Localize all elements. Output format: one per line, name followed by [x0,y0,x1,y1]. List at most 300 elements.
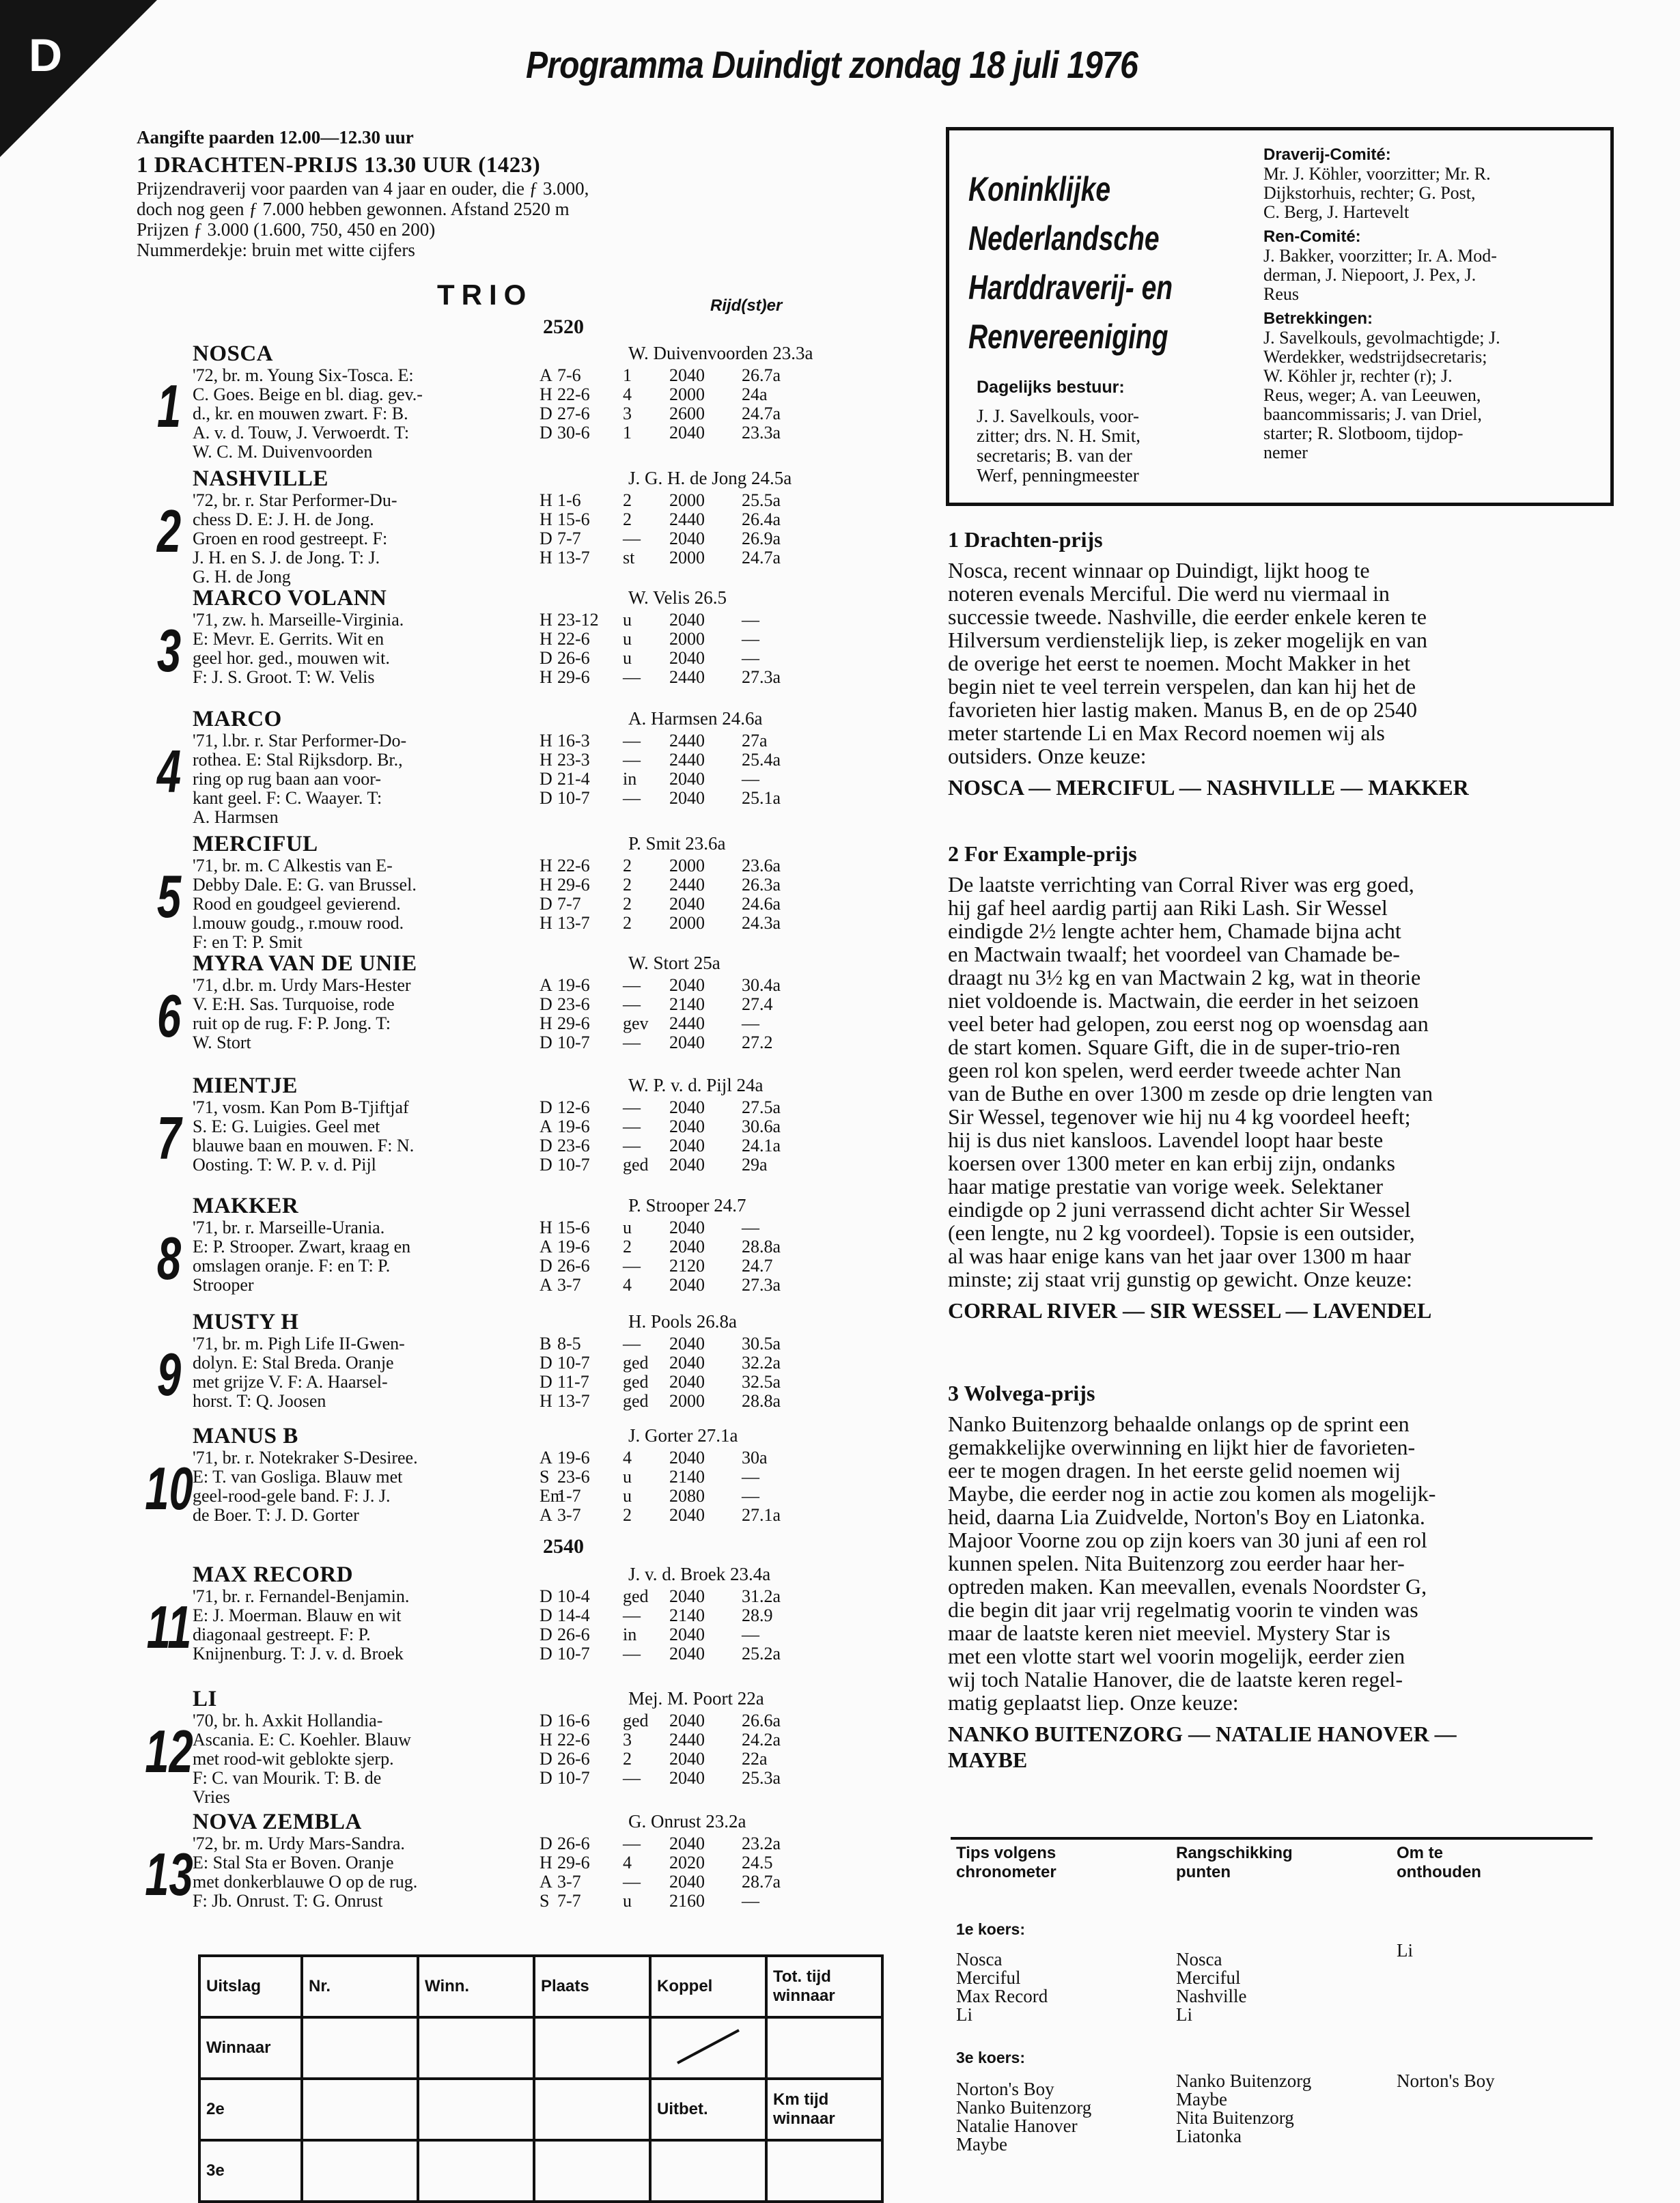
perf-row [540,1644,847,1664]
desc-line: '71, l.br. r. Star Performer-Do- [193,731,407,750]
tips-entry: Merciful [1176,1967,1241,1988]
result-table [198,1954,884,2203]
perf-cell: 25.3a [742,1768,781,1788]
perf-cell: 30.4a [742,975,781,995]
perf-cell: 2040 [669,1155,705,1175]
horse-name: MIENTJE [193,1074,298,1098]
result-cell[interactable] [418,2017,534,2079]
perf-cell: ged [623,1372,649,1392]
perf-cell: 2040 [669,1117,705,1136]
perf-cell: H [540,509,552,529]
perf-cell: 26.3a [742,875,781,895]
horse-performances [540,1218,847,1295]
perf-cell: — [623,1834,641,1853]
perf-cell: 2040 [669,648,705,668]
perf-cell: D [540,1711,552,1730]
pick-line: MAYBE [948,1748,1028,1772]
perf-cell: D [540,1749,552,1769]
perf-cell: 2080 [669,1486,705,1506]
preview-line: Hilversum verdienstelijk liep, is zeker mogelijk en van [948,628,1428,652]
result-cell[interactable] [302,2079,418,2140]
perf-cell: ged [623,1353,649,1373]
tips-col [1176,2072,1311,2146]
row-2e-label: 2e [199,2079,302,2140]
tips-head-rangschikking [1176,1844,1293,1882]
preview-line: matig geplaatst liep. Onze keuze: [948,1690,1239,1715]
perf-cell: 10-7 [557,1155,590,1175]
perf-cell: 2000 [669,548,705,567]
perf-cell: 10-7 [557,1353,590,1373]
perf-row [540,1334,847,1353]
perf-cell: — [742,1013,759,1033]
desc-line: geel-rood-gele band. F: J. J. [193,1486,391,1506]
desc-line: Groen en rood gestreept. F: [193,529,388,548]
desc-line: l.mouw goudg., r.mouw rood. [193,913,404,933]
tips-col [1176,1950,1246,2024]
perf-cell: H [540,913,552,933]
perf-row [540,1136,847,1155]
horse-description [193,1218,534,1295]
perf-cell: H [540,1013,552,1033]
trio-label: TRIO [437,279,533,311]
horse-number: 12 [145,1717,193,1785]
perf-cell: 22-6 [557,1730,590,1750]
horse-performances [540,856,847,933]
horse-name: LI [193,1687,217,1711]
perf-cell: 28.7a [742,1872,781,1892]
preview-line: Nosca, recent winnaar op Duindigt, lijkt hoog te [948,558,1370,583]
perf-row [540,895,847,914]
horse-entry [137,1562,847,1692]
club-name-line: Koninklijke [968,170,1111,208]
perf-cell: 2440 [669,875,705,895]
horse-rider: Mej. M. Poort 22a [628,1688,764,1709]
perf-cell: 2000 [669,629,705,649]
perf-cell: H [540,875,552,895]
draverij-line: Dijkstorhuis, rechter; G. Post, [1263,183,1476,203]
perf-cell: — [623,1334,641,1353]
perf-cell: 2040 [669,1334,705,1353]
perf-cell: 1 [623,365,632,385]
preview-line: eindigde 2½ lengte achter hem, Chamade bijna acht [948,918,1401,943]
perf-row [540,976,847,995]
perf-cell: D [540,1834,552,1853]
desc-line: Debby Dale. E: G. van Brussel. [193,875,417,895]
horse-number: 7 [156,1104,182,1172]
preview-line: hij is dus niet kansloos. Lavendel loopt haar beste [948,1127,1384,1152]
perf-cell: 23.2a [742,1834,781,1853]
koppel-slash-cell[interactable] [650,2017,766,2079]
perf-cell: 29-6 [557,1013,590,1033]
horse-description [193,491,534,587]
horse-name: MYRA VAN DE UNIE [193,951,417,976]
perf-cell: 2140 [669,1605,705,1625]
perf-cell: 26-6 [557,1834,590,1853]
horse-name: MARCO VOLANN [193,586,387,611]
horse-performances [540,976,847,1052]
perf-cell: 13-7 [557,913,590,933]
horse-number: 13 [145,1840,193,1908]
result-header: Uitslag [199,1956,302,2017]
horse-rider: W. Velis 26.5 [628,587,727,608]
horse-number: 5 [156,862,182,930]
result-cell[interactable] [418,2079,534,2140]
horse-rider: W. P. v. d. Pijl 24a [628,1075,764,1095]
result-header: Winn. [418,1956,534,2017]
perf-cell: 2040 [669,1448,705,1468]
perf-cell: D [540,1155,552,1175]
perf-cell: A [540,975,552,995]
perf-row [540,1625,847,1644]
perf-row [540,1353,847,1373]
horse-name: MANUS B [193,1424,298,1448]
desc-line: F: en T: P. Smit [193,932,303,952]
horse-description [193,611,534,687]
ren-line: Reus [1263,284,1299,304]
horse-description [193,366,534,462]
preview-pick [948,1721,1590,1773]
perf-cell: 32.5a [742,1372,781,1392]
perf-row [540,1155,847,1175]
perf-cell: 2 [623,856,632,875]
perf-cell: 29-6 [557,875,590,895]
perf-cell: D [540,1605,552,1625]
preview-line: hij gaf heel aardig partij aan Riki Lash. Sir Wessel [948,895,1388,920]
perf-cell: 2040 [669,610,705,630]
perf-cell: 2040 [669,1237,705,1257]
horse-entry [137,951,847,1081]
horse-description [193,856,534,952]
perf-cell: — [623,788,641,808]
perf-cell: 2040 [669,423,705,443]
daily-board-title: Dagelijks bestuur: [977,378,1125,397]
tips-entry: Maybe [956,2134,1007,2155]
perf-row [540,1892,847,1911]
perf-cell: u [623,1218,632,1237]
tips-head-line: punten [1176,1863,1231,1881]
perf-cell: 27a [742,731,768,750]
perf-cell: 2040 [669,1033,705,1052]
perf-cell: — [623,1768,641,1788]
desc-line: omslagen oranje. F: en T: P. [193,1256,391,1276]
perf-cell: 32.2a [742,1353,781,1373]
perf-cell: 1 [623,423,632,443]
tips-head-line: chronometer [956,1863,1056,1881]
betrek-line: Werdekker, wedstrijdsecretaris; [1263,347,1487,367]
perf-cell: 13-7 [557,548,590,567]
perf-cell: 2 [623,894,632,914]
draverij-title: Draverij-Comité: [1263,145,1391,164]
desc-line: diagonaal gestreept. F: P. [193,1625,371,1644]
perf-cell: 16-3 [557,731,590,750]
perf-cell: 27-6 [557,404,590,423]
perf-row [540,1276,847,1295]
perf-cell: H [540,1730,552,1750]
tips-divider [951,1837,1593,1840]
preview-line: kunnen spelen. Nita Buitenzorg zou eerder haar her- [948,1551,1405,1575]
desc-line: W. Stort [193,1033,251,1052]
desc-line: Strooper [193,1275,254,1295]
result-cell[interactable] [766,2017,882,2079]
preview-text [948,1412,1590,1714]
betrek-line: W. Köhler jr, rechter (r); J. [1263,366,1453,386]
horse-performances [540,1587,847,1664]
perf-cell: 29a [742,1155,768,1175]
desc-line: met donkerblauwe O op de rug. [193,1872,418,1892]
pick-line: NANKO BUITENZORG — NATALIE HANOVER — [948,1722,1457,1746]
horse-rider: A. Harmsen 24.6a [628,708,763,729]
perf-cell: — [623,1872,641,1892]
perf-cell: 2040 [669,1275,705,1295]
perf-row [540,1769,847,1788]
desc-line: Knijnenburg. T: J. v. d. Broek [193,1644,404,1664]
horse-rider: J. Gorter 27.1a [628,1425,738,1446]
horse-entry [137,832,847,962]
horse-description [193,1098,534,1175]
perf-cell: 27.5a [742,1097,781,1117]
perf-row [540,366,847,385]
preview-line: Nanko Buitenzorg behaalde onlangs op de sprint een [948,1412,1410,1436]
perf-cell: — [623,750,641,770]
ren-line: derman, J. Niepoort, J. Pex, J. [1263,265,1476,285]
perf-cell: 19-6 [557,1117,590,1136]
horse-number: 3 [156,617,182,684]
horse-number: 11 [146,1593,192,1661]
perf-cell: 2000 [669,913,705,933]
perf-cell: — [623,975,641,995]
perf-cell: 2040 [669,1372,705,1392]
perf-cell: 2040 [669,1768,705,1788]
result-cell[interactable] [418,2140,534,2202]
desc-line: rothea. E: Stal Rijksdorp. Br., [193,750,403,770]
perf-cell: 4 [623,1275,632,1295]
perf-cell: ged [623,1155,649,1175]
perf-cell: 24a [742,384,768,404]
club-info-box [946,127,1614,506]
horse-performances [540,366,847,443]
desc-line: E: P. Strooper. Zwart, kraag en [193,1237,411,1257]
perf-row [540,875,847,895]
row-winnaar-label: Winnaar [199,2017,302,2079]
perf-row [540,995,847,1014]
result-cell[interactable] [534,2017,650,2079]
ren-line: J. Bakker, voorzitter; Ir. A. Mod- [1263,246,1497,266]
perf-cell: A [540,1117,552,1136]
perf-cell: 24.2a [742,1730,781,1750]
perf-cell: 2600 [669,404,705,423]
tips-entry: Maybe [1176,2089,1227,2109]
perf-cell: D [540,1136,552,1155]
desc-line: met grijze V. F: A. Haarsel- [193,1372,388,1392]
perf-cell: A [540,1872,552,1892]
desc-line: '71, vosm. Kan Pom B-Tjiftjaf [193,1097,409,1117]
result-cell[interactable] [302,2140,418,2202]
perf-row [540,1487,847,1506]
horse-number: 4 [156,738,182,805]
slash-mark [657,2022,759,2070]
perf-cell: H [540,610,552,630]
perf-cell: u [623,648,632,668]
perf-cell: 3-7 [557,1872,581,1892]
perf-cell: 14-4 [557,1605,590,1625]
perf-cell: — [742,1891,759,1911]
preview-line: begin niet te veel terrein verspelen, dan kan hij het de [948,674,1416,699]
perf-cell: 2040 [669,1136,705,1155]
perf-cell: D [540,894,552,914]
ren-title: Ren-Comité: [1263,227,1361,246]
perf-cell: A [540,1448,552,1468]
horse-entry [137,1810,847,1939]
perf-cell: 2040 [669,1711,705,1730]
perf-cell: 26-6 [557,648,590,668]
perf-cell: 23.6a [742,856,781,875]
horse-entry [137,341,847,471]
perf-row [540,1468,847,1487]
perf-cell: 2440 [669,1730,705,1750]
preview-title: 3 Wolvega-prijs [948,1381,1095,1405]
distance-2540: 2540 [543,1535,584,1558]
perf-cell: — [623,731,641,750]
preview-line: al was haar enige kans van het jaar over 1300 m haar [948,1244,1411,1268]
desc-line: ruit op de rug. F: P. Jong. T: [193,1013,391,1033]
page-title: Programma Duindigt zondag 18 juli 1976 [526,43,1138,86]
perf-cell: 2040 [669,1749,705,1769]
desc-line: ring op rug baan aan voor- [193,769,381,789]
desc-line: E: Stal Sta er Boven. Oranje [193,1853,394,1872]
horse-entry [137,586,847,716]
result-cell[interactable] [650,2140,766,2202]
perf-cell: A [540,1505,552,1525]
perf-cell: 3 [623,1730,632,1750]
perf-row [540,423,847,443]
betrek-line: J. Savelkouls, gevolmachtigde; J. [1263,328,1500,348]
perf-cell: 13-7 [557,1391,590,1411]
tips-col [1397,2072,1495,2090]
tips-head-line: Om te [1397,1844,1444,1862]
perf-cell: 23-12 [557,610,599,630]
preview-line: Sir Wessel, tegenover wie hij nu 4 kg voordeel heeft; [948,1104,1411,1129]
perf-row [540,649,847,668]
perf-cell: 2040 [669,1505,705,1525]
preview-race-2 [948,840,1590,1323]
desc-line: de Boer. T: J. D. Gorter [193,1505,359,1525]
perf-cell: 2040 [669,1218,705,1237]
horse-entry [137,1310,847,1440]
desc-line: Rood en goudgeel gevierend. [193,894,401,914]
tips-head-onthouden [1397,1844,1481,1882]
perf-cell: 23-3 [557,750,590,770]
desc-line: E: T. van Gosliga. Blauw met [193,1467,403,1487]
perf-cell: 2040 [669,975,705,995]
perf-row [540,1373,847,1392]
preview-line: van de Buthe en over 1300 m zesde op drie lengten van [948,1081,1433,1106]
perf-row [540,1730,847,1750]
desc-line: '71, zw. h. Marseille-Virginia. [193,610,404,630]
desc-line: '72, br. m. Urdy Mars-Sandra. [193,1834,405,1853]
preview-line: niet voldoende is. Mactwain, die eerder in het seizoen [948,988,1419,1013]
perf-cell: D [540,1256,552,1276]
preview-line: haar matige prestatie van vorige week. Selektaner [948,1174,1384,1198]
horse-description [193,1834,534,1911]
preview-line: de start komen. Square Gift, die in de super-trio-ren [948,1035,1401,1059]
tips-entry: Li [1176,2004,1192,2025]
horse-name: MAKKER [193,1194,299,1218]
preview-line: draagt nu 3½ kg en van Mactwain 2 kg, wat in theorie [948,965,1421,990]
perf-cell: H [540,750,552,770]
tips-entry: Li [1397,1940,1413,1961]
perf-cell: 30-6 [557,423,590,443]
desc-line: '72, br. m. Young Six-Tosca. E: [193,365,414,385]
perf-cell: 10-7 [557,1768,590,1788]
perf-cell: — [623,1117,641,1136]
perf-cell: 30.6a [742,1117,781,1136]
horse-rider: J. v. d. Broek 23.4a [628,1564,771,1584]
perf-cell: — [623,1097,641,1117]
perf-cell: 16-6 [557,1711,590,1730]
perf-row [540,914,847,933]
tips-entry: Nanko Buitenzorg [1176,2071,1312,2091]
daily-line: zitter; drs. N. H. Smit, [977,425,1140,446]
horse-number: 10 [145,1455,193,1522]
perf-cell: 2040 [669,1644,705,1664]
committees [1263,145,1500,462]
perf-cell: 2440 [669,731,705,750]
horse-performances [540,1098,847,1175]
preview-line: noteren evenals Merciful. Die werd nu viermaal in [948,581,1390,606]
perf-cell: 24.1a [742,1136,781,1155]
perf-cell: H [540,384,552,404]
perf-cell: 22-6 [557,629,590,649]
betrekkingen-title: Betrekkingen: [1263,309,1373,328]
perf-cell: H [540,731,552,750]
perf-row [540,630,847,649]
horse-name: MERCIFUL [193,832,318,856]
desc-line: S. E: G. Luigies. Geel met [193,1117,380,1136]
perf-cell: 2 [623,913,632,933]
club-name [968,165,1173,361]
race1-title: 1 DRACHTEN-PRIJS 13.30 UUR (1423) [137,153,541,178]
perf-row [540,491,847,510]
perf-cell: 2 [623,509,632,529]
result-cell[interactable] [534,2140,650,2202]
club-name-line: Renvereeniging [968,318,1168,356]
perf-cell: 7-7 [557,529,581,548]
horse-name: NOVA ZEMBLA [193,1810,362,1834]
preview-line: meter startende Li en Max Record noemen wij als [948,720,1385,745]
perf-row [540,1711,847,1730]
betrek-line: baancommissaris; J. van Driel, [1263,404,1482,424]
result-cell[interactable] [534,2079,650,2140]
perf-cell: 22-6 [557,856,590,875]
result-cell[interactable] [302,2017,418,2079]
preview-line: maar de laatste keren niet meeviel. Mystery Star is [948,1620,1390,1645]
preview-line: favorieten hier lastig maken. Manus B, en de op 2540 [948,697,1417,722]
perf-cell: — [742,629,759,649]
desc-line: W. C. M. Duivenvoorden [193,442,373,462]
desc-line: J. H. en S. J. de Jong. T: J. [193,548,380,567]
horse-entry [137,1074,847,1203]
result-cell[interactable] [766,2140,882,2202]
perf-row [540,770,847,789]
rijder-header: Rijd(st)er [710,296,783,315]
preview-line: eer te mogen dragen. In het eerste gelid noemen wij [948,1458,1401,1483]
perf-cell: 29-6 [557,1853,590,1872]
horse-performances [540,1834,847,1911]
perf-cell: 3-7 [557,1505,581,1525]
perf-cell: 2 [623,1237,632,1257]
draverij-line: Mr. J. Köhler, voorzitter; Mr. R. [1263,164,1491,184]
perf-cell: 29-6 [557,667,590,687]
